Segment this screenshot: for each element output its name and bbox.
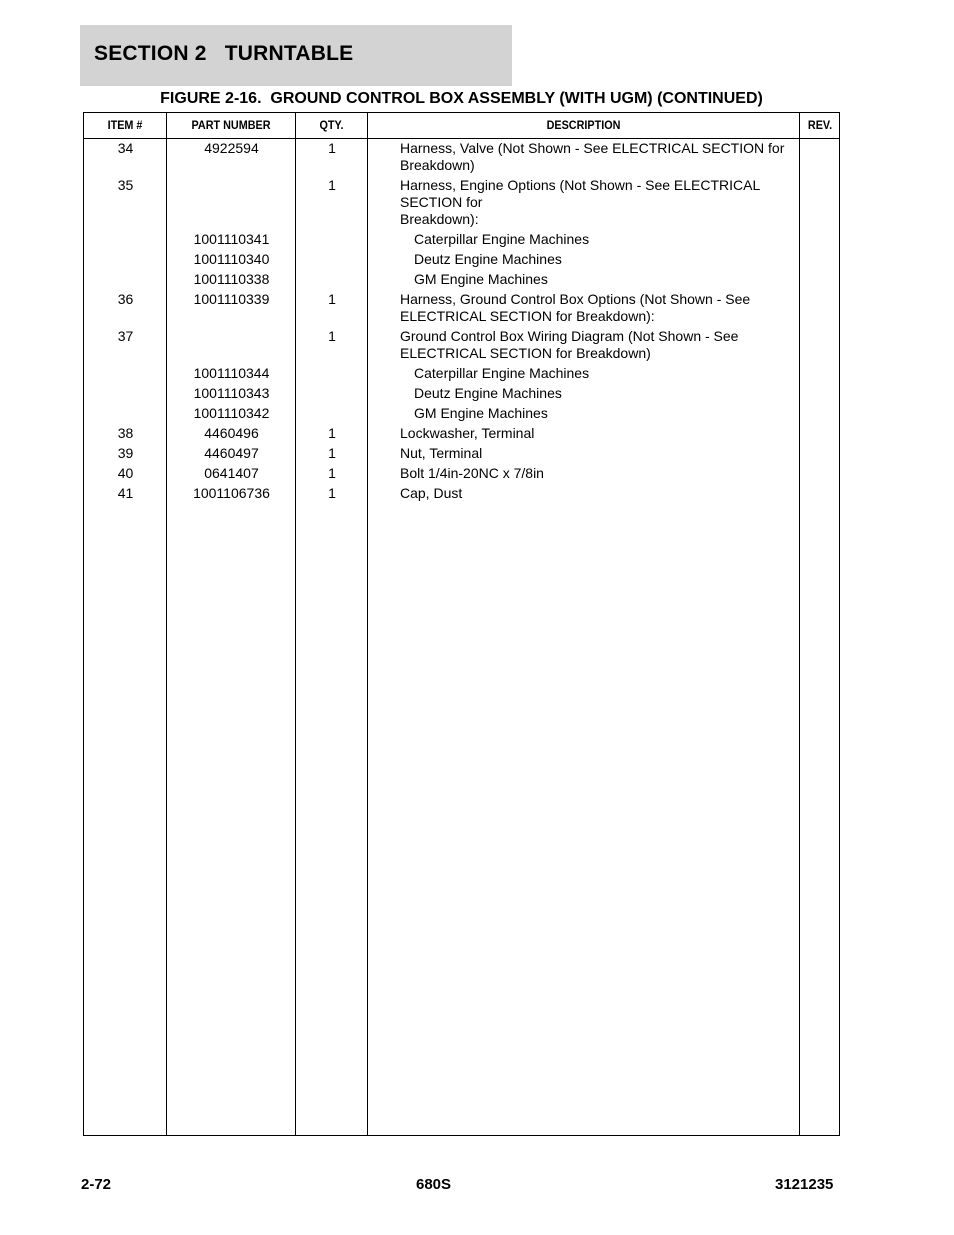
description: Harness, Ground Control Box Options (Not Shown - See ELECTRICAL SECTION for Breakdown):: [400, 291, 751, 324]
quantity: 1: [328, 445, 336, 461]
description: Cap, Dust: [400, 485, 463, 501]
table-row: [84, 328, 839, 365]
quantity: 1: [328, 425, 336, 441]
quantity: 1: [328, 465, 336, 481]
description: Caterpillar Engine Machines: [414, 365, 590, 381]
part-number: 1001110341: [193, 231, 270, 247]
description: Ground Control Box Wiring Diagram (Not Shown - See ELECTRICAL SECTION for Breakdown): [400, 328, 739, 361]
quantity: 1: [328, 328, 336, 344]
part-number: 4460497: [204, 445, 259, 461]
table-row: [84, 465, 839, 485]
part-number: 4460496: [204, 425, 259, 441]
part-number: 1001110342: [193, 405, 270, 421]
parts-table: [83, 112, 840, 1136]
page-number: 2-72: [81, 1176, 112, 1193]
description: Nut, Terminal: [400, 445, 483, 461]
section-header: [80, 25, 512, 86]
part-number: 1001110340: [193, 251, 270, 267]
part-number: 1001110338: [193, 271, 270, 287]
header-description: DESCRIPTION: [546, 118, 621, 132]
description: Caterpillar Engine Machines: [414, 231, 590, 247]
table-header-row: [84, 113, 839, 139]
table-row: [84, 405, 839, 425]
description: Bolt 1/4in-20NC x 7/8in: [400, 465, 544, 481]
description: Lockwasher, Terminal: [400, 425, 535, 441]
table-row: [84, 425, 839, 445]
description: Deutz Engine Machines: [414, 385, 562, 401]
item-number: 39: [117, 445, 134, 461]
table-row: [84, 251, 839, 271]
part-number: 1001110344: [193, 365, 270, 381]
item-number: 35: [117, 177, 134, 193]
item-number: 37: [117, 328, 134, 344]
table-row: [84, 385, 839, 405]
item-number: 34: [117, 140, 134, 156]
description: GM Engine Machines: [414, 405, 548, 421]
header-rev: REV.: [807, 118, 833, 132]
part-number: 1001106736: [193, 485, 270, 501]
header-qty: QTY.: [319, 118, 344, 132]
description: Harness, Valve (Not Shown - See ELECTRICAL SECTION for Breakdown): [400, 140, 785, 173]
section-title: SECTION 2 TURNTABLE: [94, 42, 354, 65]
part-number: 1001110343: [193, 385, 270, 401]
description: GM Engine Machines: [414, 271, 548, 287]
table-body: [84, 140, 839, 505]
table-row: [84, 291, 839, 328]
description: Harness, Engine Options (Not Shown - See ELECTRICAL SECTION for Breakdown):: [400, 177, 761, 227]
item-number: 38: [117, 425, 134, 441]
part-number: 0641407: [204, 465, 259, 481]
quantity: 1: [328, 140, 336, 156]
item-number: 41: [117, 485, 134, 501]
table-row: [84, 365, 839, 385]
quantity: 1: [328, 291, 336, 307]
table-row: [84, 485, 839, 505]
part-number: 4922594: [204, 140, 259, 156]
table-row: [84, 445, 839, 465]
table-row: [84, 271, 839, 291]
description: Deutz Engine Machines: [414, 251, 562, 267]
manual-number: 3121235: [775, 1176, 834, 1193]
quantity: 1: [328, 177, 336, 193]
item-number: 36: [117, 291, 134, 307]
table-row: [84, 177, 839, 231]
table-row: [84, 231, 839, 251]
header-item: ITEM #: [107, 118, 143, 132]
part-number: 1001110339: [193, 291, 270, 307]
figure-title: FIGURE 2-16. GROUND CONTROL BOX ASSEMBLY (WITH UGM) (CONTINUED): [160, 90, 763, 107]
table-row: [84, 140, 839, 177]
quantity: 1: [328, 485, 336, 501]
item-number: 40: [117, 465, 134, 481]
header-part-number: PART NUMBER: [191, 118, 271, 132]
model-label: 680S: [416, 1176, 452, 1193]
